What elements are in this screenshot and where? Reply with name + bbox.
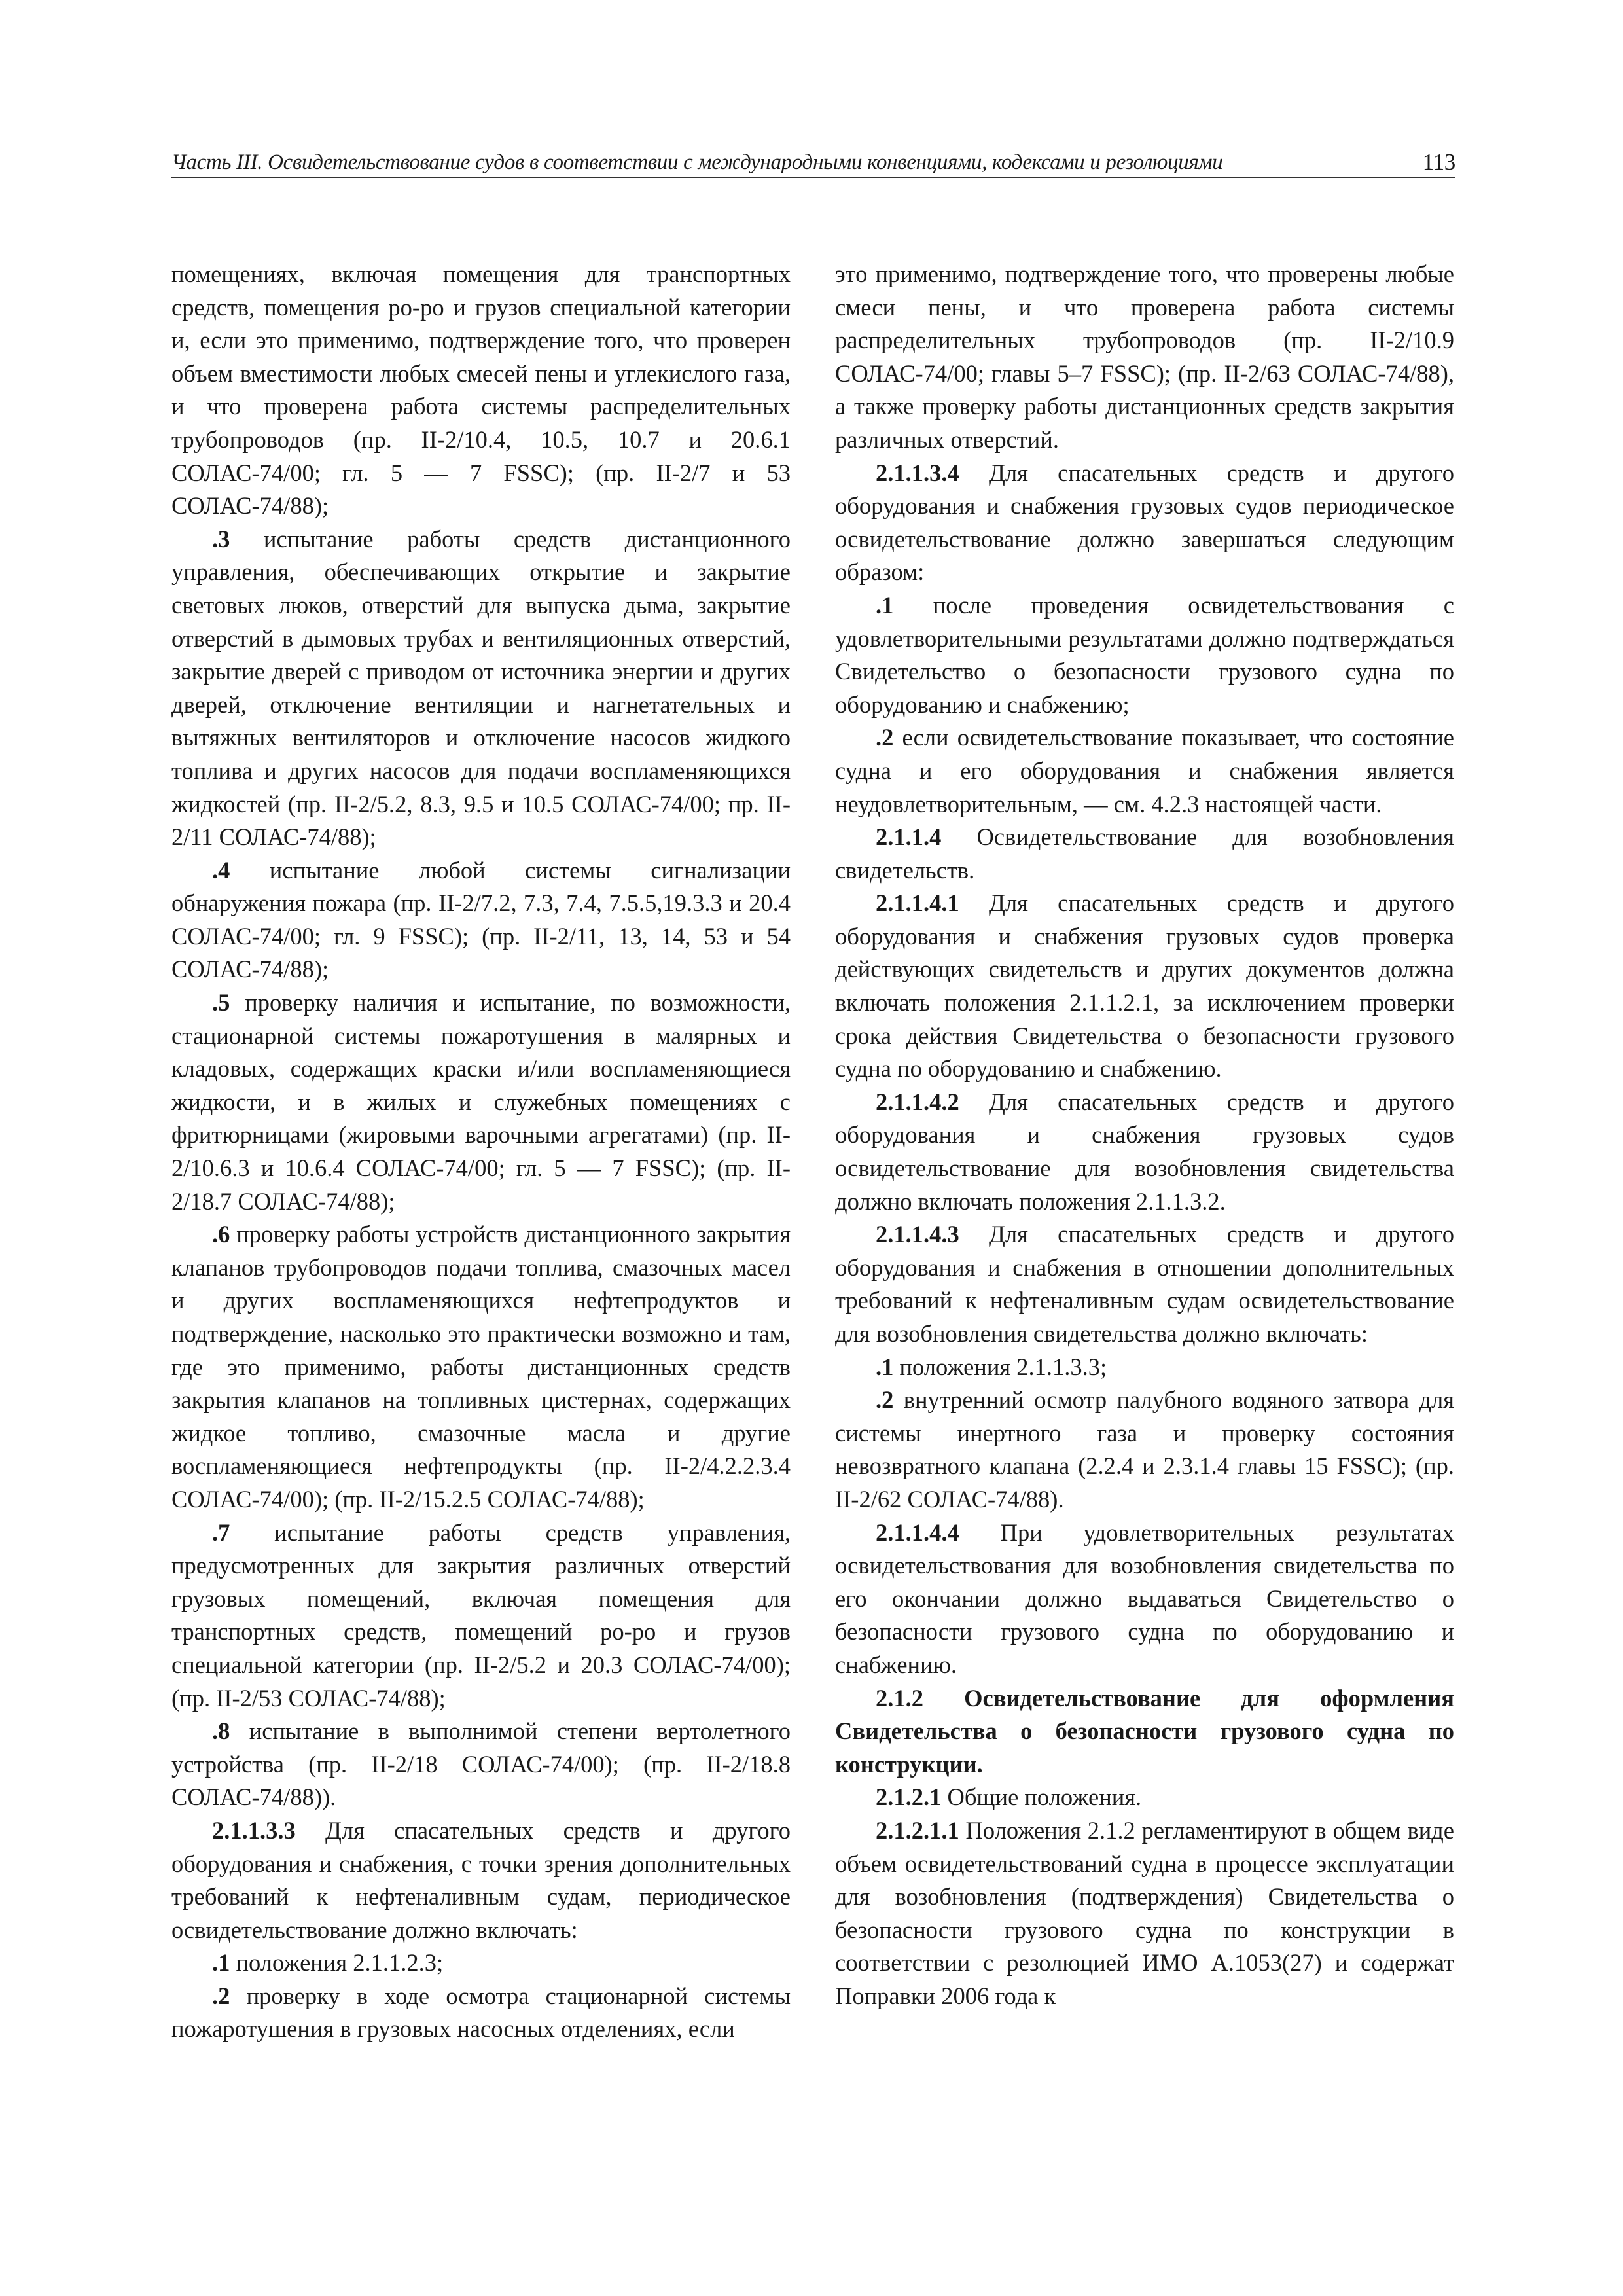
left-column bbox=[171, 258, 791, 2046]
right-column bbox=[835, 258, 1454, 2013]
running-header-title: Часть III. Освидетельствование судов в соответствии с международными конвенциями, кодексами и резолюциями bbox=[171, 151, 1223, 174]
paragraph: .2 если освидетельствование показывает, что состояние судна и его оборудования и снабжения является неудовлетворительным, — см. 4.2.3 настоящей части. bbox=[835, 724, 1454, 817]
paragraph: 2.1.2.1 Общие положения. bbox=[876, 1784, 1142, 1811]
paragraph: .7 испытание работы средств управления, предусмотренных для закрытия различных отверстий грузовых помещений, включая помещения для транспортных средств, помещений ро-ро и грузов специальной категории (пр. II-2/5.2 и 20.3 СОЛАС-74/00); (пр. II-2/53 СОЛАС-74/88); bbox=[171, 1518, 791, 1712]
paragraph: 2.1.1.3.4 Для спасательных средств и другого оборудования и снабжения грузовых судов периодическое освидетельствование должно завершаться следующим образом: bbox=[835, 459, 1454, 586]
paragraph: .2 проверку в ходе осмотра стационарной системы пожаротушения в грузовых насосных отделениях, если bbox=[171, 1982, 791, 2043]
section-heading: 2.1.2 Освидетельствование для оформления Свидетельства о безопасности грузового судна по конструкции. bbox=[835, 1684, 1454, 1778]
paragraph: .5 проверку наличия и испытание, по возможности, стационарной системы пожаротушения в малярных и кладовых, содержащих краски и/или воспламеняющиеся жидкости, и в жилых и служебных помещениях с фритюрницами (жировыми варочными агрегатами) (пр. II-2/10.6.3 и 10.6.4 СОЛАС-74/00; гл. 5 — 7 FSSC); (пр. II-2/18.7 СОЛАС-74/88); bbox=[171, 989, 791, 1215]
paragraph: помещениях, включая помещения для транспортных средств, помещения ро-ро и грузов специальной категории и, если это применимо, подтверждение того, что проверен объем вместимости любых смесей пены и углекислого газа, и что проверена работа системы распределительных трубопроводов (пр. II-2/10.4, 10.5, 10.7 и 20.6.1 СОЛАС-74/00; гл. 5 — 7 FSSC); (пр. II-2/7 и 53 СОЛАС-74/88); bbox=[171, 260, 791, 520]
paragraph: 2.1.1.3.3 Для спасательных средств и другого оборудования и снабжения, с точки зрения дополнительных требований к нефтеналивным судам, периодическое освидетельствование должно включать: bbox=[171, 1816, 791, 1943]
header-rule bbox=[171, 177, 1455, 178]
paragraph: .4 испытание любой системы сигнализации обнаружения пожара (пр. II-2/7.2, 7.3, 7.4, 7.5.5,19.3.3 и 20.4 СОЛАС-74/00; гл. 9 FSSC); (пр. II-2/11, 13, 14, 53 и 54 СОЛАС-74/88); bbox=[171, 856, 791, 983]
paragraph: 2.1.2.1.1 Положения 2.1.2 регламентируют в общем виде объем освидетельствований судна в процессе эксплуатации для возобновления (подтверждения) Свидетельства о безопасности грузового судна по конструкции в соответствии с резолюцией ИМО A.1053(27) и содержат Поправки 2006 года к bbox=[835, 1816, 1454, 2009]
paragraph: 2.1.1.4.2 Для спасательных средств и другого оборудования и снабжения грузовых судов освидетельствование для возобновления свидетельства должно включать положения 2.1.1.3.2. bbox=[835, 1088, 1454, 1215]
paragraph: 2.1.1.4.3 Для спасательных средств и другого оборудования и снабжения в отношении дополнительных требований к нефтеналивным судам освидетельствование для возобновления свидетельства должно включать: bbox=[835, 1221, 1454, 1347]
running-header bbox=[171, 143, 1455, 182]
paragraph: .2 внутренний осмотр палубного водяного затвора для системы инертного газа и проверку состояния невозвратного клапана (2.2.4 и 2.3.1.4 главы 15 FSSC); (пр. II-2/62 СОЛАС-74/88). bbox=[835, 1386, 1454, 1513]
paragraph: .3 испытание работы средств дистанционного управления, обеспечивающих открытие и закрытие световых люков, отверстий для выпуска дыма, закрытие отверстий в дымовых трубах и вентиляционных отверстий, закрытие дверей с приводом от источника энергии и других дверей, отключение вентиляции и нагнетательных и вытяжных вентиляторов и отключение насосов жидкого топлива и других насосов для подачи воспламеняющихся жидкостей (пр. II-2/5.2, 8.3, 9.5 и 10.5 СОЛАС-74/00; пр. II-2/11 СОЛАС-74/88); bbox=[171, 525, 791, 851]
paragraph: .1 положения 2.1.1.2.3; bbox=[212, 1949, 444, 1977]
paragraph: .8 испытание в выполнимой степени вертолетного устройства (пр. II-2/18 СОЛАС-74/00); (пр. II-2/18.8 СОЛАС-74/88)). bbox=[171, 1717, 791, 1811]
paragraph: 2.1.1.4.4 При удовлетворительных результатах освидетельствования для возобновления свидетельства по его окончании должно выдаваться Свидетельство о безопасности грузового судна по оборудованию и снабжению. bbox=[835, 1518, 1454, 1678]
paragraph: .6 проверку работы устройств дистанционного закрытия клапанов трубопроводов подачи топлива, смазочных масел и других воспламеняющихся нефтепродуктов и подтверждение, насколько это практически возможно и там, где это применимо, работы дистанционных средств закрытия клапанов на топливных цистернах, содержащих жидкое топливо, смазочные масла и другие воспламеняющиеся нефтепродукты (пр. II-2/4.2.2.3.4 СОЛАС-74/00); (пр. II-2/15.2.5 СОЛАС-74/88); bbox=[171, 1221, 791, 1513]
page-number: 113 bbox=[1422, 149, 1455, 175]
paragraph: 2.1.1.4 Освидетельствование для возобновления свидетельств. bbox=[835, 823, 1454, 884]
paragraph: 2.1.1.4.1 Для спасательных средств и другого оборудования и снабжения грузовых судов проверка действующих свидетельств и других документов должна включать положения 2.1.1.2.1, за исключением проверки срока действия Свидетельства о безопасности грузового судна по оборудованию и снабжению. bbox=[835, 889, 1454, 1083]
paragraph: .1 положения 2.1.1.3.3; bbox=[876, 1353, 1107, 1380]
paragraph: .1 после проведения освидетельствования с удовлетворительными результатами должно подтверждаться Свидетельство о безопасности грузового судна по оборудованию и снабжению; bbox=[835, 591, 1454, 718]
paragraph: это применимо, подтверждение того, что проверены любые смеси пены, и что проверена работа системы распределительных трубопроводов (пр. II-2/10.9 СОЛАС-74/00; главы 5–7 FSSC); (пр. II-2/63 СОЛАС-74/88), а также проверку работы дистанционных средств закрытия различных отверстий. bbox=[835, 260, 1454, 453]
